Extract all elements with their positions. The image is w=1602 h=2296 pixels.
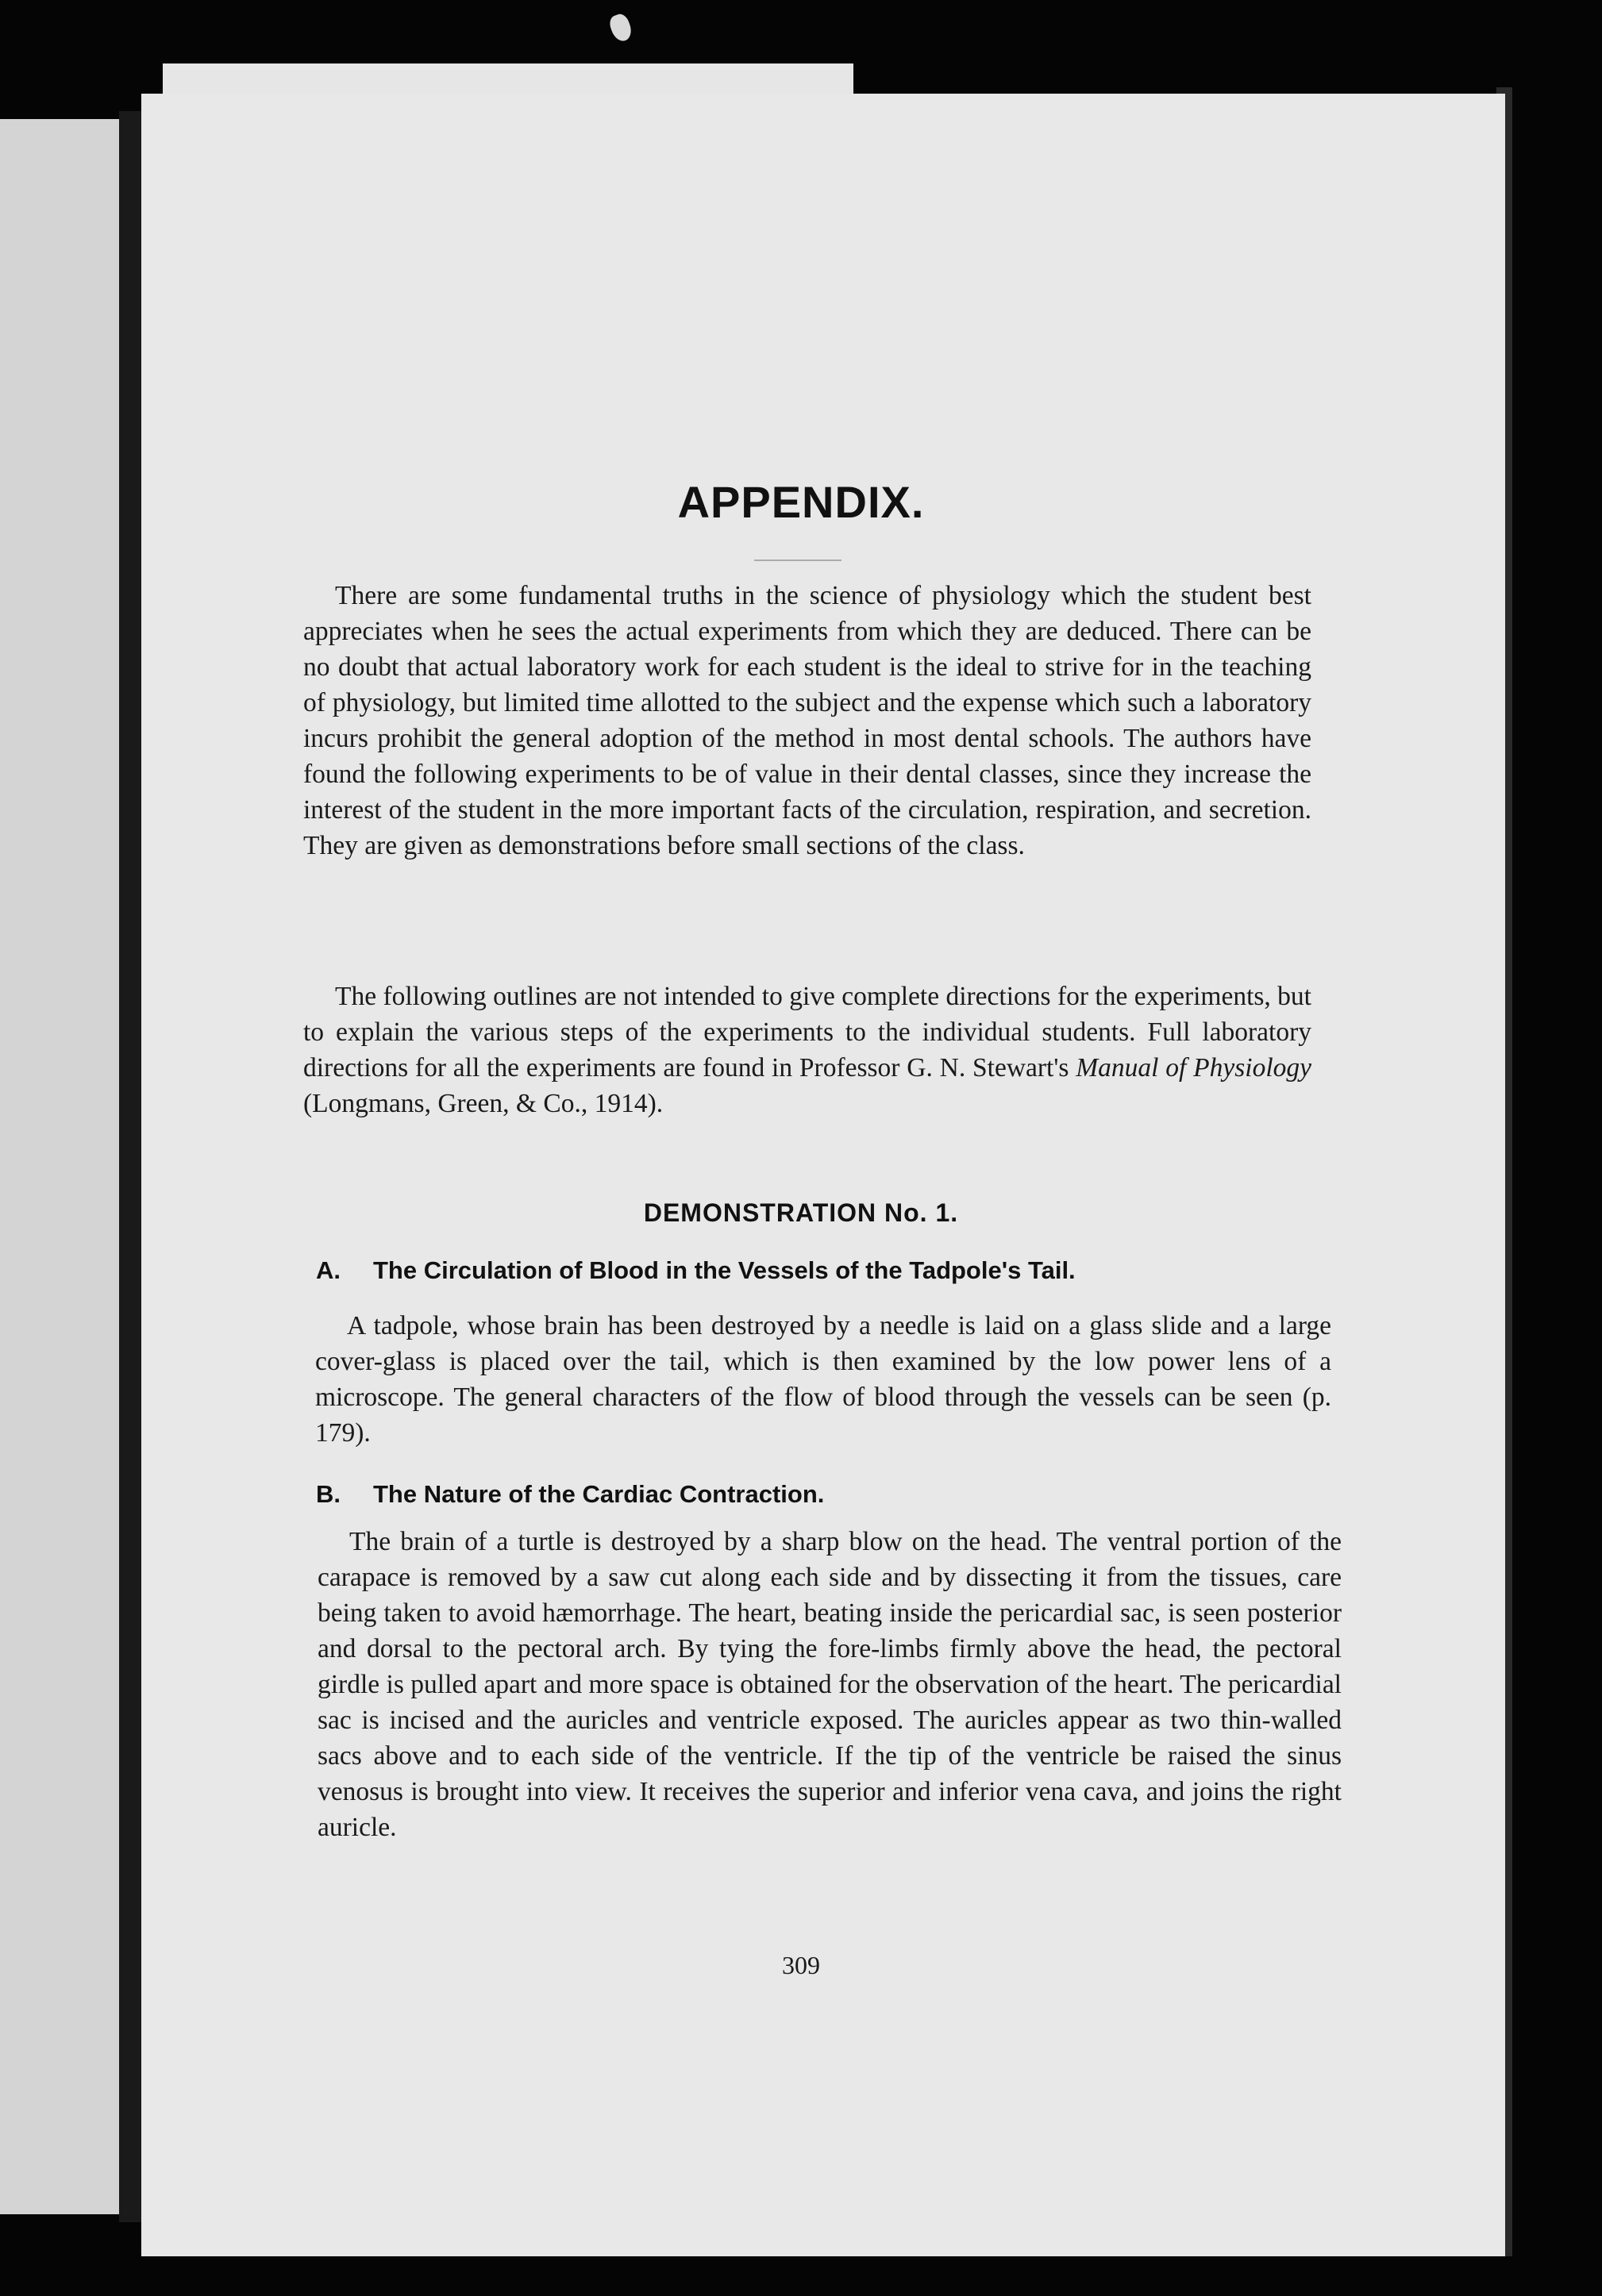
section-b-title: The Nature of the Cardiac Contraction. xyxy=(373,1480,825,1508)
page-number: 309 xyxy=(782,1951,820,1979)
section-b-heading xyxy=(316,1480,824,1509)
page-gutter xyxy=(119,111,141,2222)
section-a-paragraph: A tadpole, whose brain has been destroyed by a needle is laid on a glass slide and a large cover-glass is placed over the tail, which is then examined by the low power lens of a microscope. The general characters of the flow of blood through the vessels can be seen (p. 179). xyxy=(315,1311,1331,1448)
left-facing-page xyxy=(0,119,119,2214)
book-title-italic: Manual of Physiology xyxy=(1076,1053,1312,1083)
page-title: APPENDIX. xyxy=(677,477,925,527)
scan-bottom-border xyxy=(0,2256,1602,2296)
intro-paragraph-1: There are some fundamental truths in the science of physiology which the student best appreciates when he sees the actual experiments from which they are deduced. There can be no doubt that actual laboratory work for each student is the ideal to strive for in the teaching of physiology, but limited time allotted to the subject and the expense which such a laboratory incurs prohibit the general adoption of the method in most dental schools. The authors have found the following experiments to be of value in their dental classes, since they increase the interest of the student in the more important facts of the circulation, respiration, and secretion. They are given as demonstrations before small sections of the class. xyxy=(303,581,1311,860)
demonstration-heading: DEMONSTRATION No. 1. xyxy=(643,1198,959,1227)
section-b-letter: B. xyxy=(316,1480,341,1508)
book-page xyxy=(141,94,1505,2256)
section-b-paragraph: The brain of a turtle is destroyed by a sharp blow on the head. The ventral portion of the carapace is removed by a saw cut along each side and by dissecting it from the tissues, care being taken to avoid hæmorrhage. The heart, beating inside the pericardial sac, is seen posterior and dorsal to the pectoral arch. By tying the fore-limbs firmly above the head, the pectoral girdle is pulled apart and more space is obtained for the observation of the heart. The pericardial sac is incised and the auricles and ventricle exposed. The auricles appear as two thin-walled sacs above and to each side of the ventricle. If the tip of the ventricle be raised the sinus venosus is brought into view. It receives the superior and inferior vena cava, and joins the right auricle. xyxy=(318,1527,1342,1842)
intro-paragraph-2: The following outlines are not intended to give complete directions for the experiments, but to explain the various steps of the experiments to the individual students. Full laboratory directions for all the experiments are found in Professor G. N. Stewart's Manual of Physiology (Longmans, Green, & Co., 1914). xyxy=(303,982,1312,1118)
section-a-heading xyxy=(316,1256,1076,1285)
scan-artifact xyxy=(607,12,634,44)
title-divider xyxy=(754,560,841,561)
section-a-title: The Circulation of Blood in the Vessels of the Tadpole's Tail. xyxy=(373,1256,1076,1284)
section-a-letter: A. xyxy=(316,1256,341,1284)
